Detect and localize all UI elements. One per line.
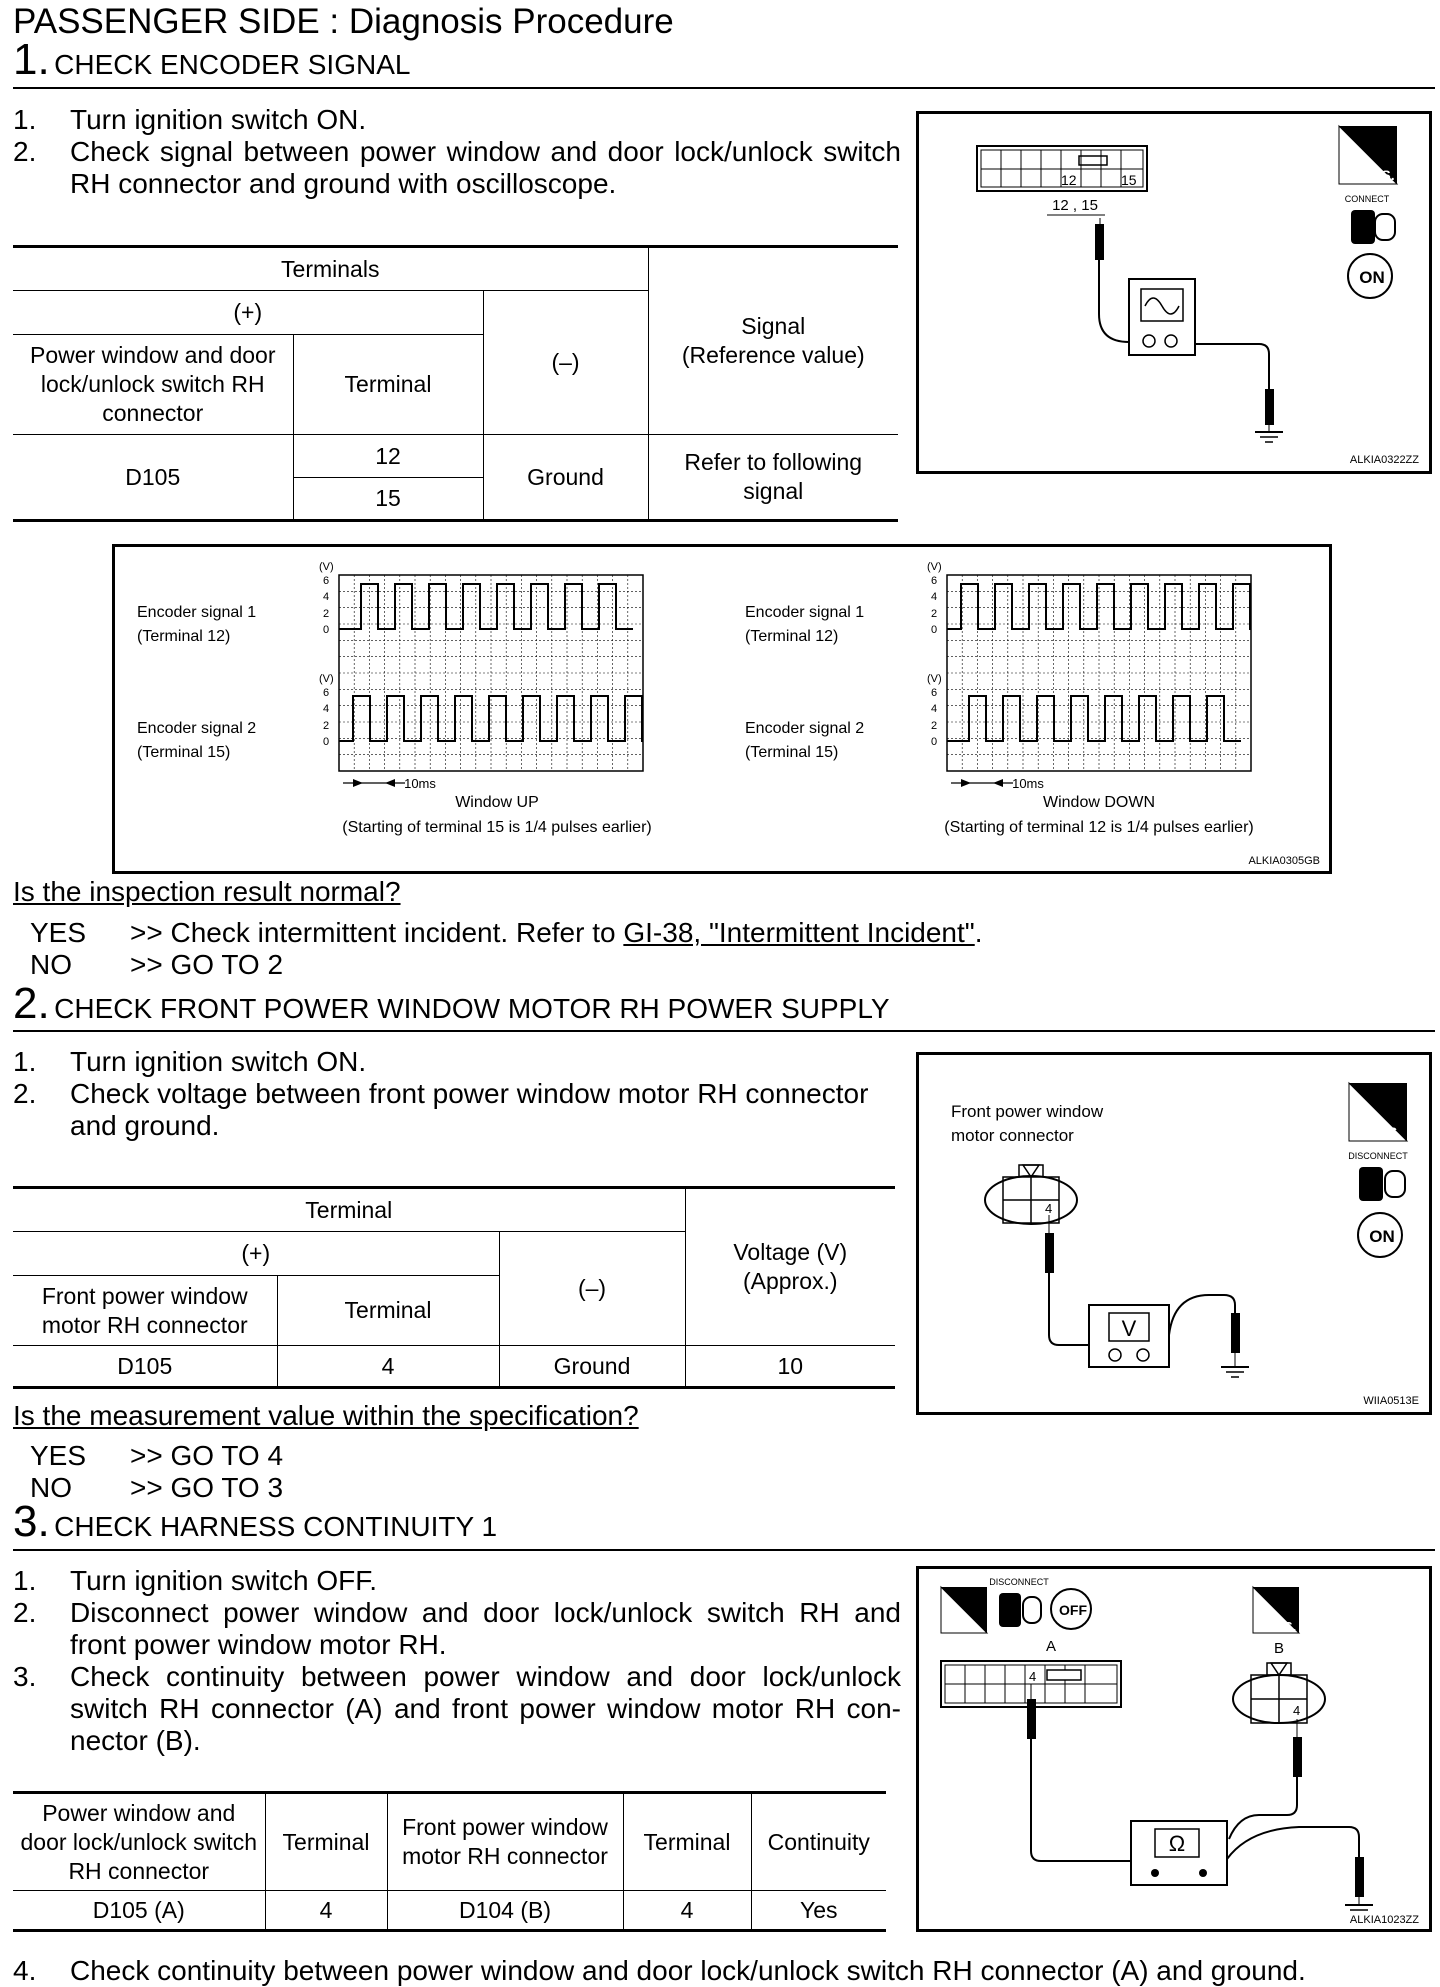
- motor-voltage-diagram: [919, 1055, 1429, 1412]
- terminal-value: 12: [293, 435, 483, 478]
- signal-value: Refer to following signal: [648, 435, 898, 521]
- svg-text:10ms: 10ms: [404, 776, 436, 791]
- step-2-number: 2.: [13, 979, 50, 1028]
- encoder-connector-figure: [916, 111, 1432, 474]
- encoder-signal-trace: [947, 696, 1241, 741]
- connector-a-label: A: [1045, 1638, 1057, 1655]
- disconnect-label: DISCONNECT: [1348, 1151, 1408, 1161]
- svg-text:6: 6: [931, 687, 938, 699]
- ignition-off-icon: [1051, 1589, 1091, 1629]
- pin-label: 4: [1293, 1703, 1301, 1718]
- step-3-number: 3.: [13, 1497, 50, 1546]
- svg-text:(Terminal 15): (Terminal 15): [745, 744, 839, 761]
- step-1-answers: YES >> Check intermittent incident. Refer to GI-38, "Intermittent Incident". NO >> GO TO 2: [30, 917, 983, 980]
- step-1-heading: [13, 35, 411, 84]
- terminal-value: 15: [293, 478, 483, 521]
- step-2-rule: [13, 1030, 1435, 1032]
- terminal-header: Terminal: [265, 1793, 387, 1891]
- step-1-label: CHECK ENCODER SIGNAL: [54, 49, 411, 80]
- svg-text:(V): (V): [927, 673, 942, 685]
- step-3-continuity-table: [13, 1791, 886, 1932]
- ignition-key-icon: [1348, 254, 1392, 298]
- disconnect-label: DISCONNECT: [989, 1577, 1049, 1587]
- svg-text:4: 4: [931, 703, 938, 715]
- terminal-header: Terminal: [293, 335, 483, 435]
- ohmmeter-label: Ω: [1168, 1831, 1186, 1856]
- connector-label: Front power window: [951, 1102, 1104, 1121]
- step-1-instruction: 2. Check signal between power window and door lock/unlock switch RH connector and ground with oscilloscope.: [13, 136, 901, 199]
- ignition-key-icon: [1358, 1213, 1402, 1257]
- connector-label: motor connector: [951, 1126, 1074, 1145]
- svg-text:Encoder signal 2: Encoder signal 2: [745, 720, 865, 737]
- voltage-value: 10: [685, 1346, 895, 1388]
- yes-key: YES: [30, 1440, 87, 1471]
- terminal-value: 4: [265, 1891, 387, 1931]
- harness-continuity-diagram: [919, 1569, 1429, 1929]
- terminal-header: Terminal: [13, 1188, 685, 1232]
- svg-text:Encoder signal 1: Encoder signal 1: [137, 604, 257, 621]
- timebase-arrowhead: [385, 779, 395, 787]
- step-1-terminal-table: [13, 245, 898, 522]
- svg-text:0: 0: [931, 736, 938, 748]
- motor-voltage-figure: [916, 1052, 1432, 1415]
- continuity-value: Yes: [751, 1891, 886, 1931]
- minus-header: (–): [499, 1232, 685, 1346]
- timebase-arrowhead: [993, 779, 1003, 787]
- svg-text:2: 2: [931, 720, 938, 732]
- figure-code: ALKIA1023ZZ: [1349, 1914, 1419, 1926]
- encoder-connector-diagram: [919, 114, 1429, 471]
- minus-header: (–): [483, 291, 648, 435]
- encoder-waveform-diagram: [115, 547, 1329, 871]
- continuity-header: Continuity: [751, 1793, 886, 1891]
- encoder-signal-trace: [339, 584, 633, 629]
- terminals-header: Terminals: [13, 247, 648, 291]
- no-text: >> GO TO 3: [130, 1472, 284, 1503]
- svg-text:(Terminal 15): (Terminal 15): [137, 744, 231, 761]
- svg-text:0: 0: [323, 736, 330, 748]
- step-1-number: 1.: [13, 35, 50, 84]
- connector-value: D105: [13, 435, 293, 521]
- svg-text:4: 4: [323, 703, 330, 715]
- yes-text: >> GO TO 4: [130, 1440, 284, 1471]
- step-2-answers: [30, 1440, 283, 1504]
- intermittent-incident-link[interactable]: GI-38, "Intermittent Incident": [623, 917, 975, 948]
- svg-text:Window UP: Window UP: [455, 794, 539, 811]
- ground-value: Ground: [499, 1346, 685, 1388]
- svg-text:0: 0: [931, 624, 938, 636]
- step-2-label: CHECK FRONT POWER WINDOW MOTOR RH POWER SUPPLY: [54, 993, 890, 1024]
- svg-text:4: 4: [323, 591, 330, 603]
- figure-code: ALKIA0305GB: [1248, 855, 1320, 867]
- terminal-value: 4: [277, 1346, 499, 1388]
- step-1-instruction: 1. Turn ignition switch ON.: [13, 104, 367, 135]
- yes-key: YES: [30, 917, 87, 948]
- timebase-arrowhead: [961, 779, 971, 787]
- voltmeter-label: V: [1121, 1316, 1137, 1341]
- terminal-col-header: Terminal: [277, 1276, 499, 1346]
- svg-text:10ms: 10ms: [1012, 776, 1044, 791]
- connector-header: Front power window motor RH connector: [13, 1276, 277, 1346]
- terminal-value: 4: [623, 1891, 751, 1931]
- svg-text:(Terminal 12): (Terminal 12): [137, 628, 231, 645]
- svg-text:(V): (V): [319, 673, 334, 685]
- figure-code: ALKIA0322ZZ: [1349, 454, 1419, 466]
- connector-pin-label: 12: [1061, 172, 1077, 188]
- svg-text:ON: ON: [1369, 1227, 1395, 1246]
- step-3-instructions: [13, 1565, 901, 1757]
- waveform-window-down: [745, 561, 1254, 836]
- connector-pin-label: 15: [1121, 172, 1137, 188]
- svg-text:(Starting of terminal 15 is 1/: (Starting of terminal 15 is 1/4 pulses earlier): [342, 819, 652, 836]
- disconnect-icon: [1359, 1167, 1405, 1201]
- svg-text:Encoder signal 1: Encoder signal 1: [745, 604, 865, 621]
- encoder-waveform-figure: [112, 544, 1332, 874]
- step-2-instruction: 2. Check voltage between front power window motor RH connector and ground.: [13, 1078, 869, 1141]
- motor-connector-value: D104 (B): [387, 1891, 623, 1931]
- plus-header: (+): [13, 1232, 499, 1276]
- svg-text:0: 0: [323, 624, 330, 636]
- svg-text:4: 4: [931, 591, 938, 603]
- figure-code: WIIA0513E: [1363, 1395, 1419, 1407]
- svg-text:6: 6: [323, 575, 330, 587]
- encoder-signal-trace: [947, 584, 1251, 629]
- no-text: >> GO TO 2: [130, 949, 284, 980]
- step-2-voltage-table: [13, 1186, 895, 1389]
- svg-text:2: 2: [323, 608, 330, 620]
- connect-icon: [1351, 210, 1395, 244]
- disconnect-icon: [999, 1593, 1041, 1627]
- ground-value: Ground: [483, 435, 648, 521]
- svg-text:(V): (V): [927, 561, 942, 573]
- switch-connector-value: D105 (A): [13, 1891, 265, 1931]
- ts-badge: T.S.: [1273, 1619, 1297, 1634]
- encoder-signal-trace: [339, 696, 643, 741]
- harness-continuity-figure: [916, 1566, 1432, 1932]
- step-3-instruction-4: [13, 1955, 1433, 1987]
- svg-text:6: 6: [323, 687, 330, 699]
- step-3-instruction: 1. Turn ignition switch OFF.: [13, 1565, 378, 1596]
- hs-badge: H.S.: [1367, 167, 1395, 183]
- plus-header: (+): [13, 291, 483, 335]
- terminal-label: 12 , 15: [1052, 197, 1098, 214]
- step-2-instruction: 1. Turn ignition switch ON.: [13, 1046, 367, 1077]
- hs-badge: H.S.: [952, 1619, 978, 1634]
- step-2-heading: [13, 979, 890, 1028]
- step-3-instruction: 4. Check continuity between power window and door lock/unlock switch RH connector (A) and ground.: [13, 1955, 1306, 1986]
- svg-text:OFF: OFF: [1059, 1602, 1087, 1618]
- pin-label: 4: [1029, 1669, 1037, 1684]
- step-1-instructions: [13, 104, 901, 200]
- svg-text:6: 6: [931, 575, 938, 587]
- svg-text:2: 2: [323, 720, 330, 732]
- pin-label: 4: [1045, 1201, 1053, 1216]
- svg-text:(Starting of terminal 12 is 1/: (Starting of terminal 12 is 1/4 pulses earlier): [944, 819, 1254, 836]
- motor-connector-header: Front power window motor RH connector: [387, 1793, 623, 1891]
- page-title: PASSENGER SIDE : Diagnosis Procedure: [13, 2, 674, 41]
- svg-text:2: 2: [931, 608, 938, 620]
- svg-text:Encoder signal 2: Encoder signal 2: [137, 720, 257, 737]
- step-1-question: Is the inspection result normal?: [13, 876, 401, 907]
- connector-value: D105: [13, 1346, 277, 1388]
- step-3-rule: [13, 1549, 1435, 1551]
- no-key: NO: [30, 1472, 72, 1503]
- step-2-instructions: [13, 1046, 901, 1142]
- timebase-arrowhead: [353, 779, 363, 787]
- step-2-question: Is the measurement value within the specification?: [13, 1400, 639, 1431]
- step-3-label: CHECK HARNESS CONTINUITY 1: [54, 1511, 498, 1542]
- connector-header: Power window and door lock/unlock switch RH connector: [13, 335, 293, 435]
- voltage-header: Voltage (V) (Approx.): [685, 1188, 895, 1346]
- connector-b-label: B: [1273, 1640, 1285, 1657]
- no-key: NO: [30, 949, 72, 980]
- svg-text:(V): (V): [319, 561, 334, 573]
- svg-text:ON: ON: [1359, 268, 1385, 287]
- signal-header: Signal (Reference value): [648, 247, 898, 435]
- svg-text:(Terminal 12): (Terminal 12): [745, 628, 839, 645]
- switch-connector-header: Power window and door lock/unlock switch RH connector: [13, 1793, 265, 1891]
- terminal-header: Terminal: [623, 1793, 751, 1891]
- step-3-heading: [13, 1497, 498, 1546]
- svg-text:Window DOWN: Window DOWN: [1042, 794, 1156, 811]
- step-1-rule: [13, 87, 1435, 89]
- ts-badge: T.S.: [1376, 1124, 1402, 1140]
- step-3-instruction: 3. Check continuity between power window and door lock/unlock switch RH connector (A) and front power window motor RH con-nector (B).: [13, 1661, 901, 1756]
- step-3-instruction: 2. Disconnect power window and door lock/unlock switch RH and front power window motor RH.: [13, 1597, 901, 1660]
- connect-label: CONNECT: [1344, 194, 1390, 204]
- waveform-window-up: [137, 561, 652, 836]
